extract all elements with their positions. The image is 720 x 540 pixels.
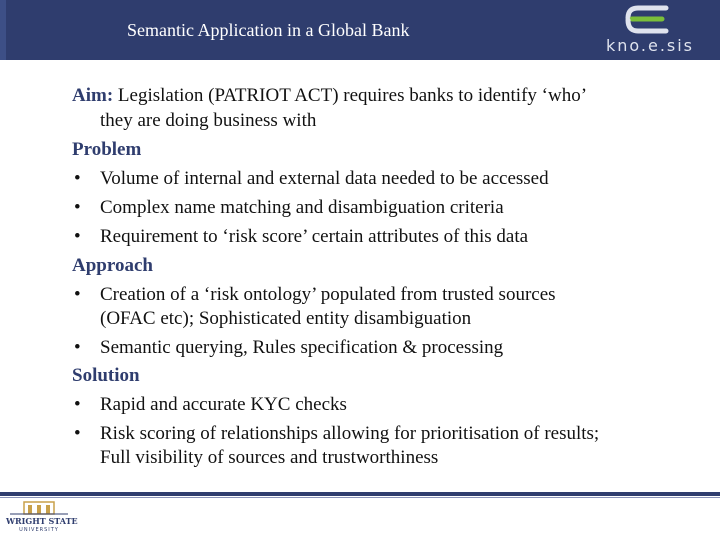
bullet: • xyxy=(74,423,81,444)
bullet: • xyxy=(74,168,81,189)
knoesis-logo-text: kno.e.sis xyxy=(605,36,695,55)
wright-state-name: WRIGHT STATE xyxy=(6,516,78,526)
slide-header xyxy=(0,0,720,60)
bullet: • xyxy=(74,226,81,247)
list-item-text-continued: Full visibility of sources and trustworthiness xyxy=(100,447,439,468)
list-item-text: Complex name matching and disambiguation criteria xyxy=(100,197,504,218)
aim-text: Legislation (PATRIOT ACT) requires banks to identify ‘who’ xyxy=(113,85,588,106)
aim-text-continued: they are doing business with xyxy=(100,110,317,131)
solution-heading: Solution xyxy=(72,365,140,386)
aim-line xyxy=(72,84,587,108)
list-item-text: Creation of a ‘risk ontology’ populated from trusted sources xyxy=(100,284,556,305)
wright-state-emblem-icon xyxy=(6,500,72,516)
wright-state-subtitle: UNIVERSITY xyxy=(19,527,59,533)
list-item-text: Semantic querying, Rules specification & processing xyxy=(100,337,504,358)
list-item-text: Risk scoring of relationships allowing for prioritisation of results; xyxy=(100,423,600,444)
list-item-text: Rapid and accurate KYC checks xyxy=(100,394,347,415)
list-item-text-continued: (OFAC etc); Sophisticated entity disambiguation xyxy=(100,308,472,329)
slide-title: Semantic Application in a Global Bank xyxy=(127,20,410,40)
aim-label: Aim: xyxy=(72,85,114,106)
footer-rule xyxy=(0,492,720,496)
bullet: • xyxy=(74,337,81,358)
wright-state-logo xyxy=(6,500,78,538)
knoesis-logo xyxy=(588,4,712,56)
footer-rule-thin xyxy=(0,497,720,498)
list-item-text: Requirement to ‘risk score’ certain attributes of this data xyxy=(100,226,529,247)
approach-heading: Approach xyxy=(72,255,153,276)
bullet: • xyxy=(74,284,81,305)
bullet: • xyxy=(74,197,81,218)
knoesis-e-icon xyxy=(588,4,712,38)
header-accent-bar xyxy=(0,0,6,60)
bullet: • xyxy=(74,394,81,415)
list-item-text: Volume of internal and external data needed to be accessed xyxy=(100,168,549,189)
problem-heading: Problem xyxy=(72,139,142,160)
